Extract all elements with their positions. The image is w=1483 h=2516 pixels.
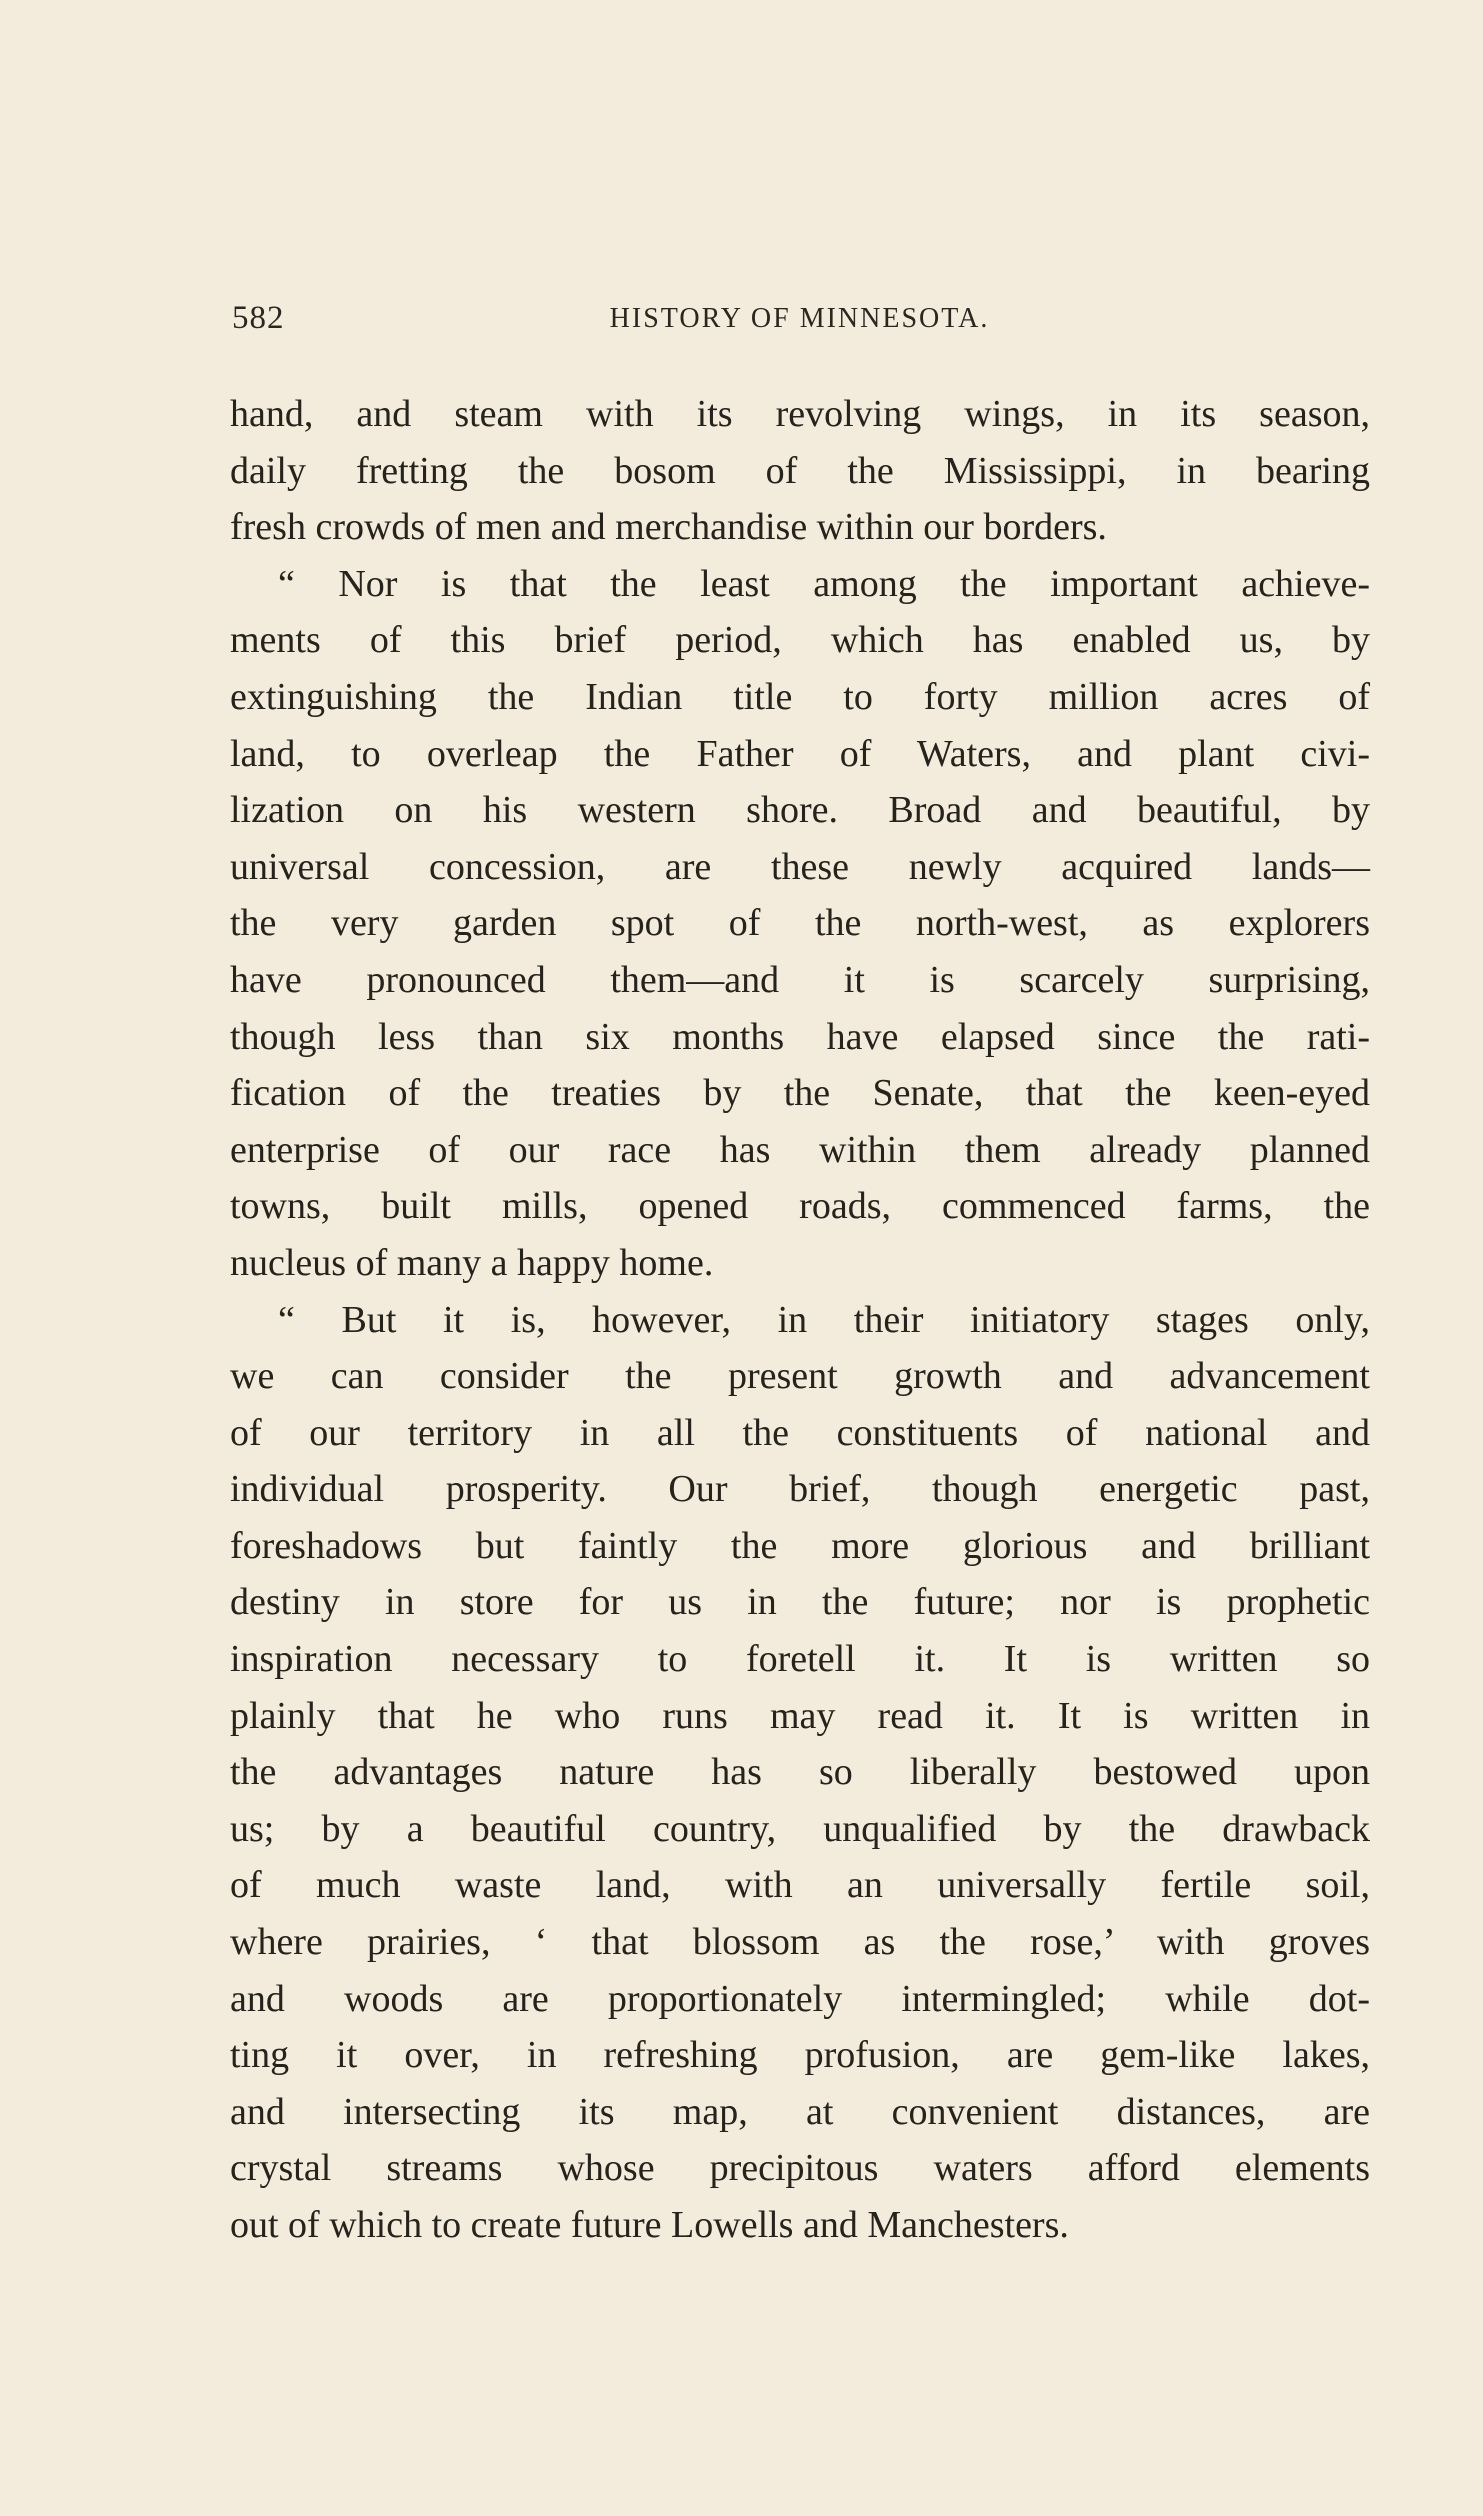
text-line: plainly that he who runs may read it. It is written in [230, 1694, 1370, 1737]
text-line: and intersecting its map, at convenient distances, are [230, 2090, 1370, 2133]
text-line: destiny in store for us in the future; nor is prophetic [230, 1581, 1370, 1624]
running-head: HISTORY OF MINNESOTA. [609, 303, 990, 334]
text-line: fresh crowds of men and merchandise within our borders. [230, 506, 1107, 549]
text-line: universal concession, are these newly acquired lands— [230, 845, 1370, 888]
page-number: 582 [232, 300, 285, 336]
text-line: “ Nor is that the least among the important achieve- [278, 562, 1370, 605]
text-line: the advantages nature has so liberally bestowed upon [230, 1751, 1370, 1794]
text-line: crystal streams whose precipitous waters afford elements [230, 2147, 1370, 2190]
text-line: though less than six months have elapsed since the rati- [230, 1015, 1370, 1058]
text-line: extinguishing the Indian title to forty million acres of [230, 675, 1370, 718]
page-header [232, 300, 1367, 350]
text-line: we can consider the present growth and advancement [230, 1355, 1370, 1398]
text-line: of our territory in all the constituents of national and [230, 1411, 1370, 1454]
text-line: land, to overleap the Father of Waters, and plant civi- [230, 732, 1370, 775]
text-line: fication of the treaties by the Senate, that the keen-eyed [230, 1072, 1370, 1115]
text-line: ments of this brief period, which has enabled us, by [230, 619, 1370, 662]
text-line: lization on his western shore. Broad and beautiful, by [230, 789, 1370, 832]
text-line: inspiration necessary to foretell it. It is written so [230, 1638, 1370, 1681]
body-text [230, 386, 1370, 2254]
text-line: ting it over, in refreshing profusion, are gem-like lakes, [230, 2034, 1370, 2077]
text-line: individual prosperity. Our brief, though energetic past, [230, 1468, 1370, 1511]
text-line: and woods are proportionately intermingled; while dot- [230, 1977, 1370, 2020]
text-line: nucleus of many a happy home. [230, 1241, 714, 1284]
text-line: have pronounced them—and it is scarcely surprising, [230, 958, 1370, 1001]
text-line: “ But it is, however, in their initiatory stages only, [278, 1298, 1370, 1341]
text-line: hand, and steam with its revolving wings, in its season, [230, 393, 1370, 435]
text-line: us; by a beautiful country, unqualified by the drawback [230, 1807, 1370, 1850]
text-line: daily fretting the bosom of the Mississippi, in bearing [230, 449, 1370, 492]
text-line: where prairies, ‘ that blossom as the rose,’ with groves [230, 1921, 1370, 1964]
text-line: towns, built mills, opened roads, commenced farms, the [230, 1185, 1370, 1228]
text-line: foreshadows but faintly the more glorious and brilliant [230, 1524, 1370, 1567]
text-line: out of which to create future Lowells and Manchesters. [230, 2204, 1069, 2246]
text-line: of much waste land, with an universally fertile soil, [230, 1864, 1370, 1907]
text-line: enterprise of our race has within them already planned [230, 1128, 1370, 1171]
text-line: the very garden spot of the north-west, as explorers [230, 902, 1370, 945]
